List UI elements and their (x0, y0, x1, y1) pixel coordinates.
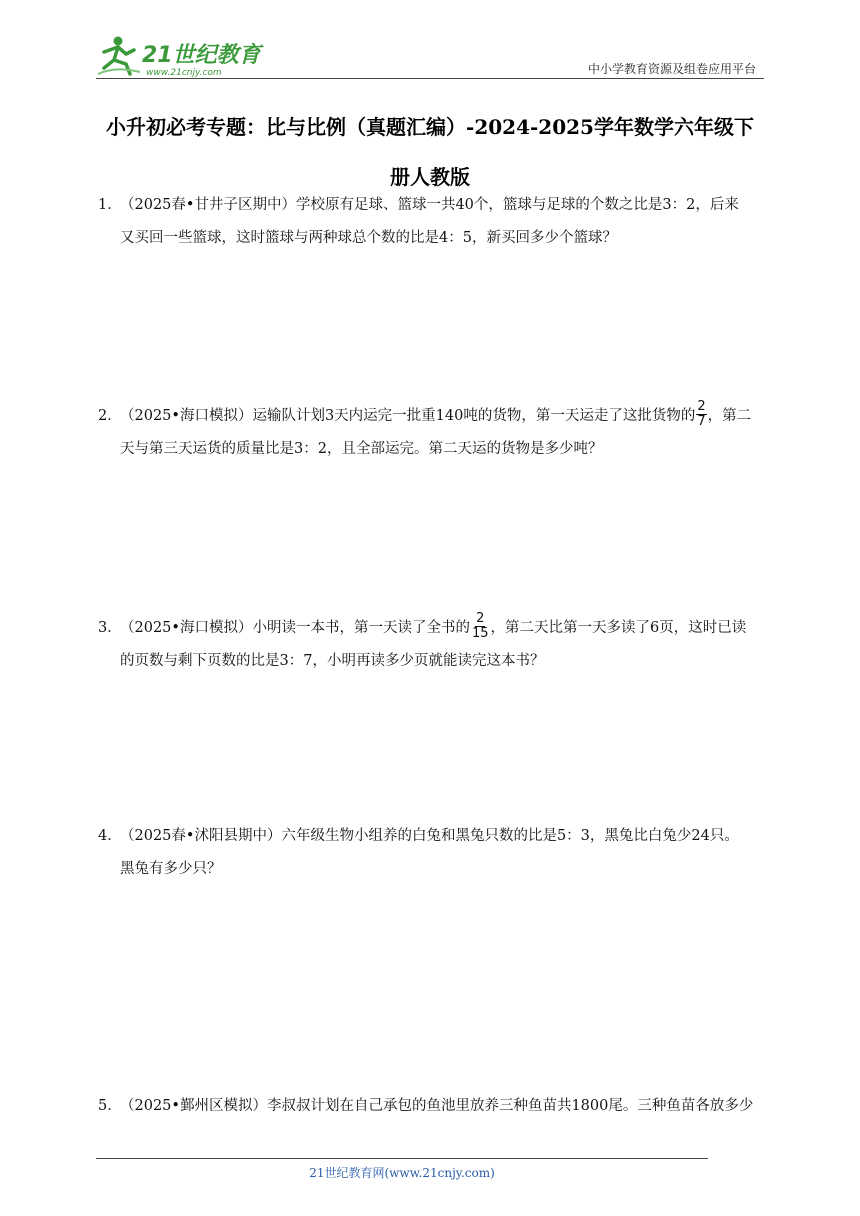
header-divider (96, 78, 764, 79)
fraction (471, 612, 490, 641)
document-title (86, 102, 774, 202)
question-number: 5． (98, 1098, 122, 1114)
question-5 (98, 1090, 768, 1123)
title-line-1: 小升初必考专题：比与比例（真题汇编）-2024-2025学年数学六年级下 (106, 115, 754, 139)
fraction-denominator: 15 (471, 625, 489, 641)
question-text-line-1: （2025春•甘井子区期中）学校原有足球、篮球一共40个，篮球与足球的个数之比是3：2，后来 (120, 197, 739, 213)
footer-divider (96, 1158, 708, 1159)
question-number: 4． (98, 828, 122, 844)
question-text-line-1a: （2025•海口模拟）运输队计划3天内运完一批重140吨的货物，第一天运走了这批货物的 (120, 408, 696, 424)
logo-url-text: www.21cnjy.com (146, 68, 222, 78)
header-platform-text: 中小学教育资源及组卷应用平台 (587, 62, 756, 76)
question-text-line-2: 黑兔有多少只？ (120, 861, 222, 877)
question-3 (98, 612, 768, 678)
question-text-line-1a: （2025•海口模拟）小明读一本书，第一天读了全书的 (120, 620, 470, 636)
title-line-2: 册人教版 (390, 165, 470, 189)
question-number: 2． (98, 408, 122, 424)
question-text-line-2: 的页数与剩下页数的比是3：7，小明再读多少页就能读完这本书？ (120, 653, 545, 669)
question-text-line-2: 天与第三天运货的质量比是3：2，且全部运完。第二天运的货物是多少吨？ (120, 441, 603, 457)
question-1 (98, 189, 768, 255)
question-text-line-1: （2025春•沭阳县期中）六年级生物小组养的白兔和黑兔只数的比是5：3，黑兔比白兔少24只。 (120, 828, 739, 844)
fraction-numerator: 2 (476, 610, 485, 626)
question-text-line-1b: ，第二天比第一天多读了6页，这时已读 (490, 620, 747, 636)
footer-link[interactable]: 21世纪教育网(www.21cnjy.com) (309, 1166, 495, 1180)
fraction-numerator: 2 (697, 398, 706, 414)
fraction-denominator: 7 (697, 413, 706, 429)
question-4 (98, 820, 768, 886)
runner-icon (98, 37, 140, 75)
question-number: 1． (98, 197, 122, 213)
logo-text: 21世纪教育 (142, 43, 261, 68)
21cnjy-logo (96, 34, 266, 78)
question-number: 3． (98, 620, 122, 636)
page-header (96, 30, 764, 80)
question-2 (98, 400, 768, 466)
question-text-line-1: （2025•鄞州区模拟）李叔叔计划在自己承包的鱼池里放养三种鱼苗共1800尾。三种鱼苗各放多少 (120, 1098, 754, 1114)
question-text-line-1b: ，第二 (707, 408, 752, 424)
question-text-line-2: 又买回一些篮球，这时篮球与两种球总个数的比是4：5，新买回多少个篮球？ (120, 230, 617, 246)
fraction (696, 400, 706, 429)
